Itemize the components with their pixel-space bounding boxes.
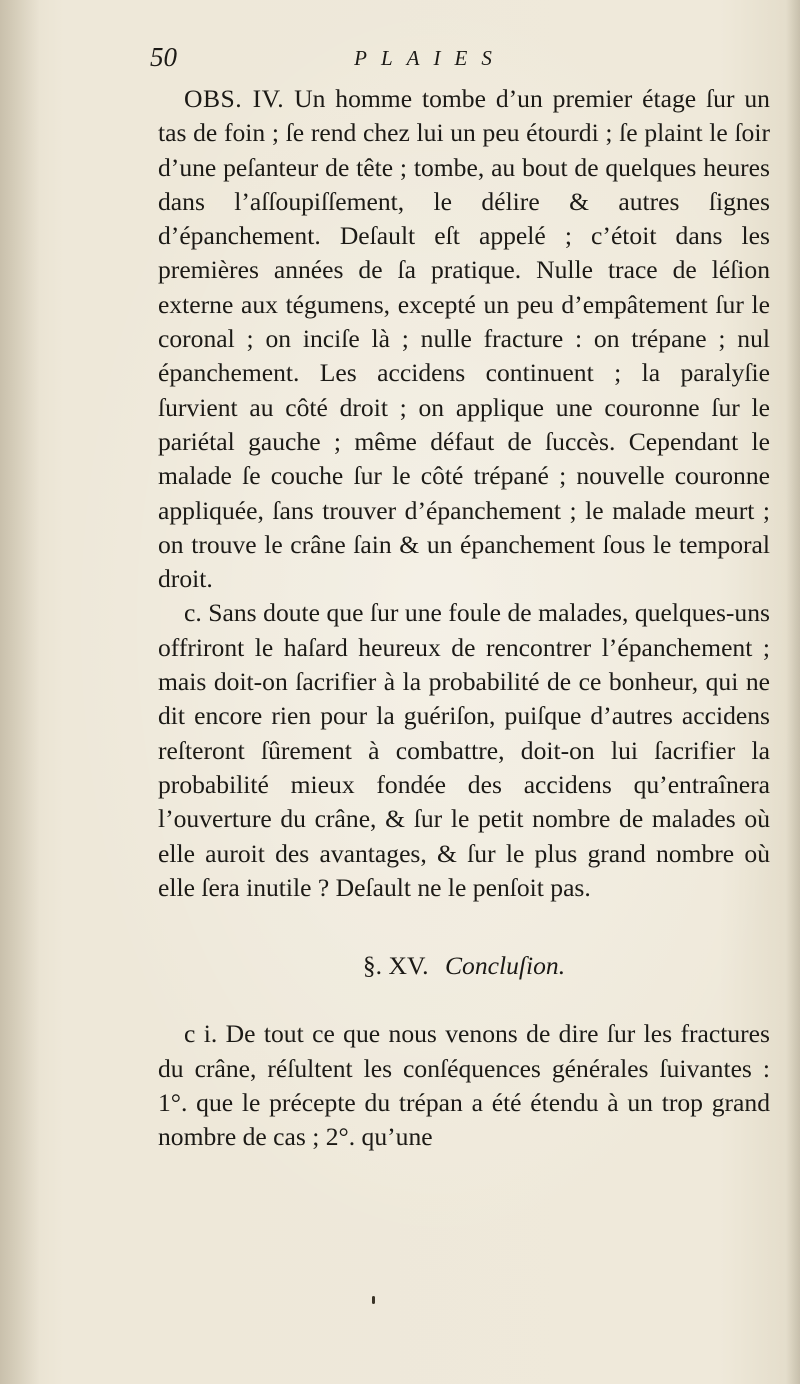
observation-label: OBS. IV. (184, 84, 285, 113)
page-number: 50 (150, 42, 177, 72)
page-edge-shadow (786, 0, 800, 1384)
section-number: §. XV. (362, 951, 429, 981)
ink-speck (372, 1296, 375, 1304)
spine-shadow (0, 0, 40, 1384)
paragraph-ci-text: De tout ce que nous venons de dire ſur les fractures du crâne, réſultent les conſéquences générales ſuivantes : 1°. que le précepte du trépan a été étendu à un trop grand nombre de cas ; 2°. qu’une (158, 1019, 770, 1152)
paragraph-c (158, 596, 770, 905)
paragraph-number-c: c. (184, 598, 202, 628)
paragraph-obs-iv (158, 82, 770, 596)
page-header (150, 42, 760, 82)
section-heading (158, 949, 770, 983)
paragraph-ci (158, 1017, 770, 1154)
paragraph-c-text: Sans doute que ſur une foule de malades, quelques-uns offriront le haſard heureux de rencontrer l’épanchement ; mais doit-on ſacrifier à la probabilité de ce bonheur, qui ne dit encore rien pour la guériſon, puiſque d’autres accidens reſteront ſûrement à combattre, doit-on lui ſacrifier la probabilité mieux fondée des accidens qu’entraînera l’ouverture du crâne, & ſur le petit nombre de malades où elle auroit des avantages, & ſur le plus grand nombre où elle ſera inutile ? Deſault ne le penſoit pas. (158, 598, 770, 902)
running-head: PLAIES (354, 46, 506, 70)
observation-text: Un homme tombe d’un premier étage ſur un tas de foin ; ſe rend chez lui un peu étourdi ; ſe plaint le ſoir d’une peſanteur de tête ; tombe, au bout de quelques heures dans l’aſſoupiſſement, le délire & autres ſignes d’épanchement. Deſault eſt appelé ; c’étoit dans les premières années de ſa pratique. Nulle trace de léſion externe aux tégumens, excepté un peu d’empâtement ſur le coronal ; on inciſe là ; nulle fracture : on trépane ; nul épanchement. Les accidens continuent ; la paralyſie ſurvient au côté droit ; on applique une couronne ſur le pariétal gauche ; même défaut de ſuccès. Cependant le malade ſe couche ſur le côté trépané ; nouvelle couronne appliquée, ſans trouver d’épanchement ; le malade meurt ; on trouve le crâne ſain & un épanchement ſous le temporal droit. (158, 84, 770, 594)
body-text (158, 82, 770, 1155)
section-title: Concluſion. (444, 951, 566, 981)
paragraph-number-ci: c i. (184, 1019, 218, 1049)
